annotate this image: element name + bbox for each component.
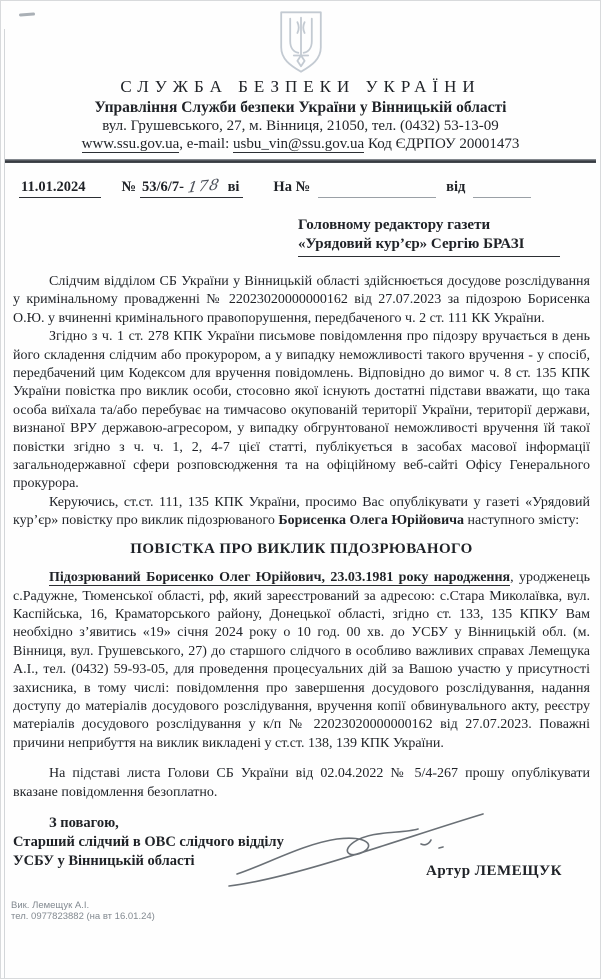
number-printed: 53/6/7- bbox=[142, 179, 184, 195]
incoming-number-label: На № bbox=[273, 179, 311, 195]
number-handwritten: 178 bbox=[186, 175, 222, 197]
org-contacts bbox=[1, 136, 600, 153]
incoming-from-label: від bbox=[446, 179, 466, 195]
executor-name: Вик. Лемещук А.І. bbox=[11, 899, 90, 911]
summons-lead-underlined: Підозрюваний Борисенко Олег Юрійович, 23.03.1981 року народження bbox=[49, 570, 511, 586]
incoming-number-blank bbox=[318, 185, 436, 198]
org-website: www.ssu.gov.ua bbox=[81, 136, 180, 152]
paragraph-investigation: Слідчим відділом СБ України у Вінницькій області здійснюється досудове розслідування у кримінальному провадженні № 22023020000000162 від 27.07.2023 за підозрою Борисенка О.Ю. у вчиненні кримінального правопорушення, передбаченого ч. 2 ст. 111 КК України. bbox=[13, 274, 590, 326]
org-edrpou: Код ЄДРПОУ 20001473 bbox=[367, 136, 520, 152]
reference-row bbox=[19, 177, 592, 198]
letter-date: 11.01.2024 bbox=[19, 179, 101, 198]
executor-note bbox=[11, 900, 600, 923]
org-name: СЛУЖБА БЕЗПЕКИ УКРАЇНИ bbox=[120, 77, 481, 96]
org-email: usbu_vin@ssu.gov.ua bbox=[233, 136, 365, 152]
org-department: Управління Служби безпеки України у Вінницькій області bbox=[94, 99, 507, 116]
paragraph-summons bbox=[13, 569, 590, 753]
org-address: вул. Грушевського, 27, м. Вінниця, 21050, тел. (0432) 53-13-09 bbox=[102, 118, 499, 134]
letter-number bbox=[121, 177, 243, 198]
ukraine-trident-icon bbox=[274, 9, 328, 75]
addressee-line2: «Урядовий кур’єр» Сергію БРАЗІ bbox=[298, 235, 560, 257]
signer-name: Артур ЛЕМЕЩУК bbox=[426, 862, 562, 879]
scan-edge-artifact bbox=[4, 29, 5, 978]
summons-details: , уродженець с.Радужне, Тюменської області, рф, який зареєстрований за адресою: с.Стара Миколаївка, вул. Каспійська, 16, Краматорського району, Донецької області, згідно ст. 133, 135 КПКУ Вам необхідно з’явитись «19» січня 2024 року о 10 год. 00 хв. до УСБУ у Вінницькій обл. (м. Вінниця, вул. Грушевського, 27) до старшого слідчого в особливо важливих справах Лемещука А.І., тел. (0432) 59-93-05, для проведення процесуальних дій за Вашою участю у присутності захисника, в тому числі: повідомлення про завершення досудового розслідування, надання доступу до матеріалів досудового розслідування, вручення копії обвинувального акту, реєстру матеріалів досудового розслідування у к/п № 22023020000000162 від 27.07.2023. Поважні причини неприбуття на виклик викладені у ст.ст. 138, 139 КПК України. bbox=[13, 570, 590, 751]
incoming-date-blank bbox=[473, 185, 531, 198]
email-label: e-mail: bbox=[186, 136, 230, 152]
signer-position-line2: УСБУ у Вінницькій області bbox=[13, 852, 195, 869]
letter-body bbox=[13, 273, 590, 802]
suspect-name-bold: Борисенка Олега Юрійовича bbox=[278, 513, 465, 529]
signer-position-line1: Старший слідчий в ОВС слідчого відділу bbox=[13, 833, 284, 850]
letterhead-rule bbox=[5, 159, 596, 163]
paragraph-free-publication: На підставі листа Голови СБ України від 02.04.2022 № 5/4-267 прошу опублікувати вказане повідомлення безоплатно. bbox=[13, 766, 590, 800]
executor-phone: тел. 0977823882 (на вт 16.01.24) bbox=[11, 911, 155, 923]
paragraph-legal-basis: Згідно з ч. 1 ст. 278 КПК України письмове повідомлення про підозру вручається в день його складення слідчим або прокурором, а у випадку неможливості такого вручення - у спосіб, передбачений цим Кодексом для вручення повідомлень. Відповідно до вимог ч. 8 ст. 135 КПК України повістка про виклик особи, стосовно якої існують достатні підстави вважати, що така особа виїхала та/або перебуває на тимчасово окупованій території України, території держави, визнаної ВРУ державою-агресором, у випадку обгрунтованої неможливості вручення їй такої повістки згідно з ч. ч. 1, 2, 4-7 цієї статті, публікується в засобах масової інформації загальнодержавної сфери розповсюдження та на офіційному веб-сайті Офісу Генерального прокурора. bbox=[13, 329, 590, 492]
closing-salutation: З повагою, bbox=[49, 814, 119, 831]
letterhead bbox=[1, 1, 600, 163]
paragraph-request bbox=[13, 494, 590, 531]
summons-title: ПОВІСТКА ПРО ВИКЛИК ПІДОЗРЮВАНОГО bbox=[130, 540, 473, 557]
addressee-line1: Головному редактору газети bbox=[298, 217, 491, 233]
handwritten-signature-icon bbox=[225, 808, 495, 900]
number-value bbox=[140, 177, 243, 198]
number-suffix: ві bbox=[227, 179, 240, 195]
contact-separator: , bbox=[179, 136, 184, 152]
request-text-after: наступного змісту: bbox=[464, 513, 580, 529]
addressee-block bbox=[298, 216, 560, 257]
number-sign: № bbox=[121, 179, 137, 195]
request-text-before: Керуючись, ст.ст. 111, 135 КПК України, просимо Вас опублікувати у газеті «Урядовий кур’єр» повістку про виклик підозрюваного bbox=[13, 494, 590, 529]
signature-block bbox=[13, 814, 590, 898]
